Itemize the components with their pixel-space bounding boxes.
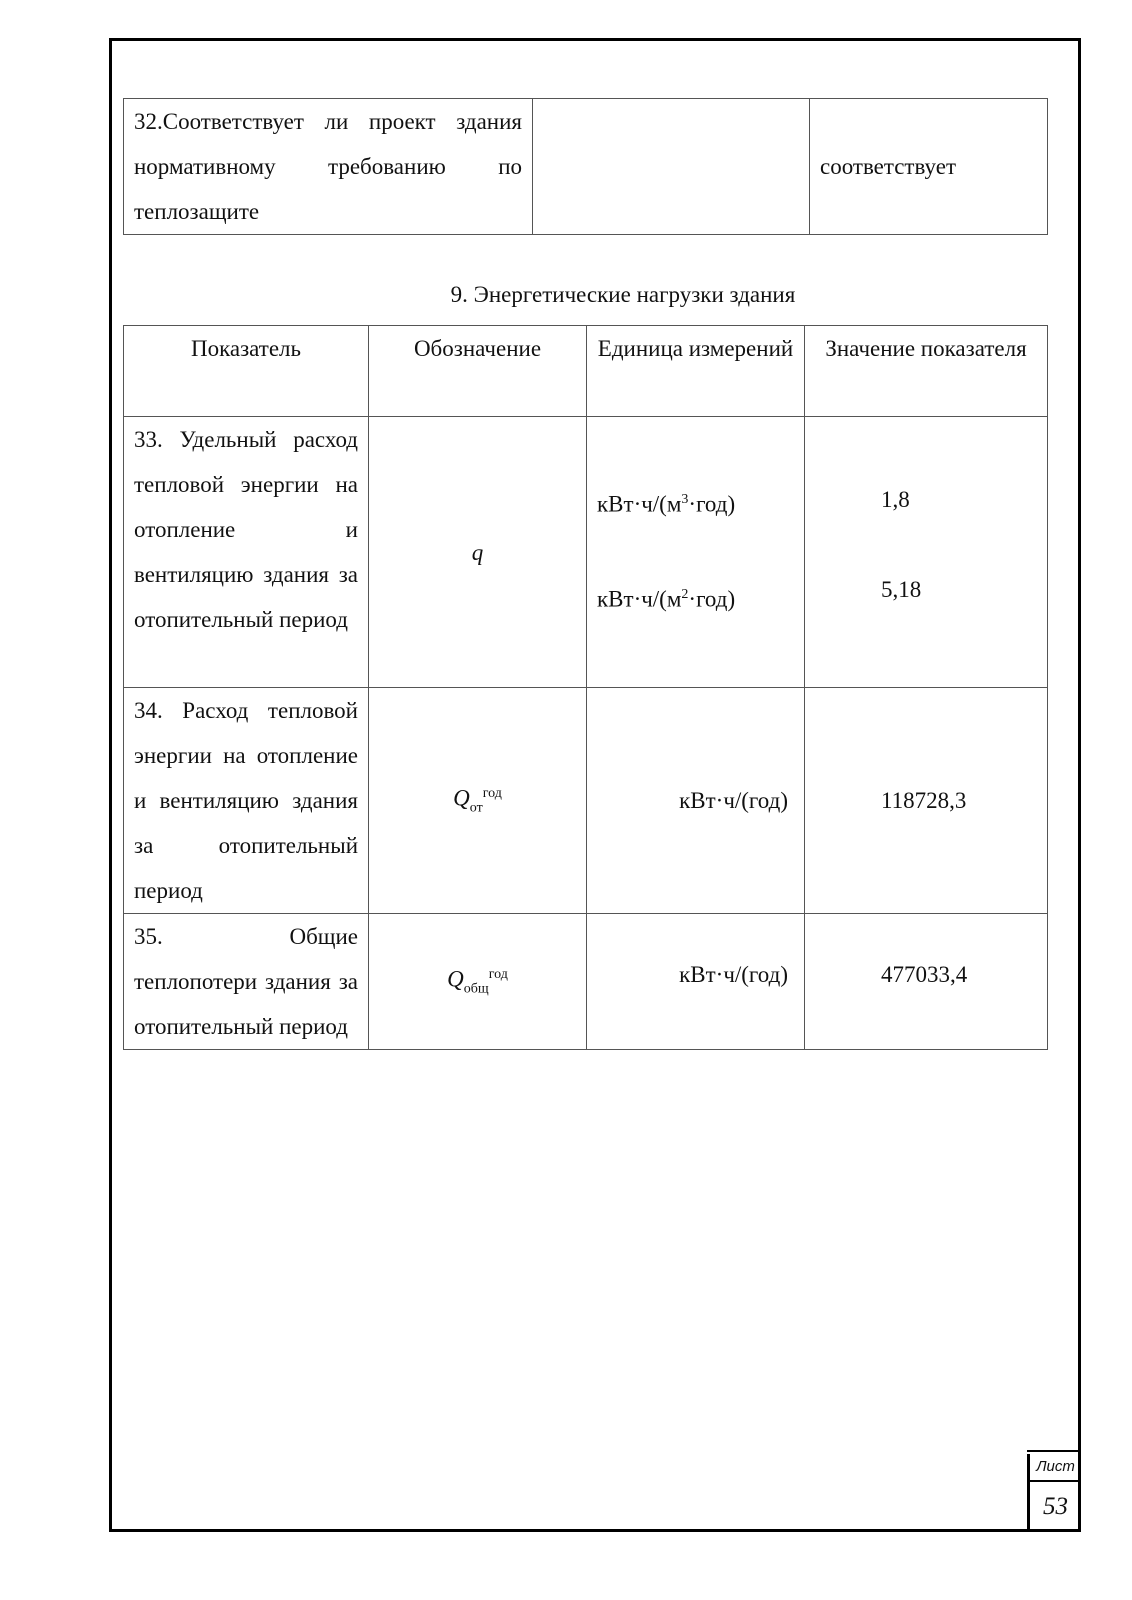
header-symbol: Обозначение <box>369 326 587 417</box>
table-row <box>124 99 1048 235</box>
row-34-symbol-sub: от <box>469 800 483 816</box>
row-35-symbol-cell <box>369 914 587 1050</box>
row-34-label: 34. Расход тепловой энергии на отопление и вентиляцию здания за отопительный период <box>124 688 369 914</box>
energy-loads-table <box>123 325 1048 1050</box>
row-34-unit: кВт·ч/(год) <box>587 688 805 914</box>
stamp-top-line <box>1027 1450 1081 1452</box>
row-35-symbol-sup: год <box>488 967 508 982</box>
row-33-label: 33. Удельный расход тепловой энергии на отопление и вентиляцию здания за отопительный период <box>124 417 369 688</box>
section-title: 9. Энергетические нагрузки здания <box>450 282 796 307</box>
row-35-symbol: Q <box>447 966 464 992</box>
row-33-value-1: 1,8 <box>881 487 910 512</box>
table-row <box>124 914 1048 1050</box>
row-33-symbol-cell <box>369 417 587 688</box>
row-35-symbol-sub: общ <box>463 981 489 997</box>
compliance-table <box>123 98 1048 235</box>
header-value: Значение показателя <box>805 326 1048 417</box>
table-header-row <box>124 326 1048 417</box>
row-33-unit-1: $кВт\cdot ч/(м^3\cdot год)$ <box>597 491 736 517</box>
header-units: Единица измерений <box>587 326 805 417</box>
row-34-symbol-sup: год <box>482 785 502 801</box>
row-33-symbol: q <box>471 539 484 565</box>
row-34-value: 118728,3 <box>805 688 1048 914</box>
page-stamp <box>1027 1454 1081 1532</box>
row-34-symbol-cell <box>369 688 587 914</box>
table-row <box>124 688 1048 914</box>
row-32-middle <box>533 99 810 235</box>
stamp-label: Лист <box>1030 1454 1081 1482</box>
table-row <box>124 417 1048 688</box>
row-35-label: 35. Общие теплопотери здания за отопительный период <box>124 914 369 1050</box>
header-indicator: Показатель <box>124 326 369 417</box>
row-32-label: 32.Соответствует ли проект здания нормативному требованию по теплозащите <box>124 99 533 235</box>
row-33-unit-2: $кВт\cdot ч/(м^2\cdot год)$ <box>597 586 736 612</box>
row-35-unit: кВт·ч/(год) <box>587 914 805 1050</box>
row-33-value-2: 5,18 <box>881 577 922 602</box>
row-33-units <box>587 417 805 688</box>
row-32-value: соответствует <box>810 99 1048 235</box>
row-33-values <box>805 417 1048 688</box>
page-number: 53 <box>1043 1493 1068 1520</box>
row-34-symbol: Q <box>453 785 470 811</box>
row-35-value: 477033,4 <box>805 914 1048 1050</box>
